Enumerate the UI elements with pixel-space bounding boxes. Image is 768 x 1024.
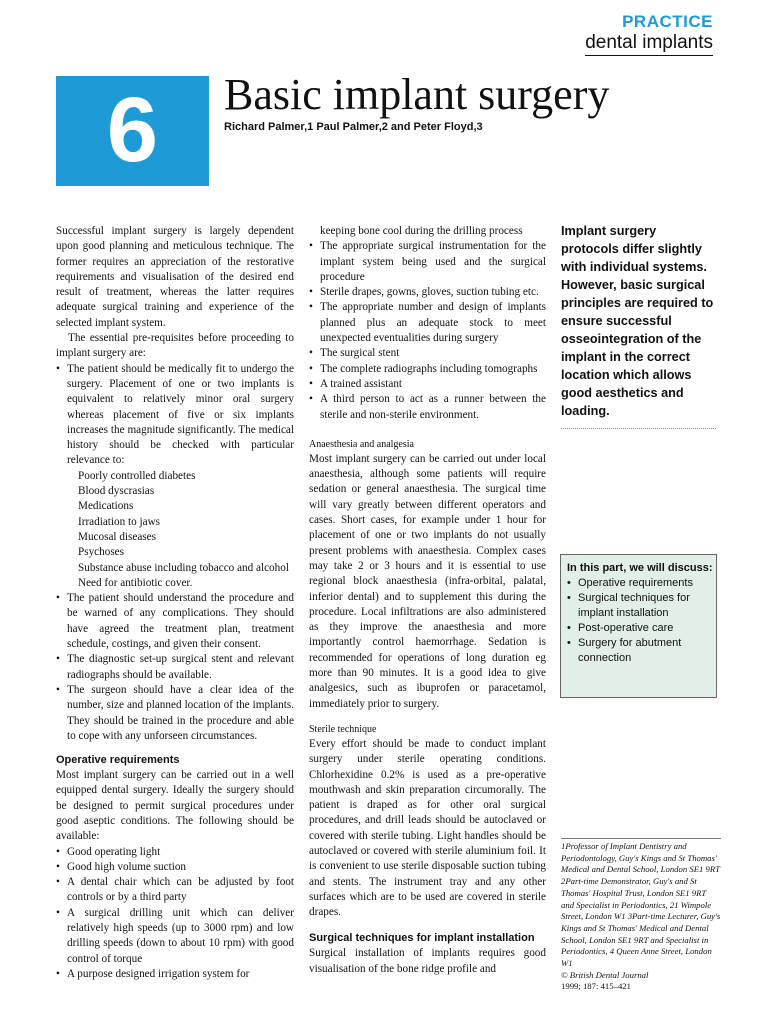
- list-item: • The appropriate surgical instrumentation for the implant system being used and the surgical procedure: [309, 239, 546, 285]
- list-item: • The patient should be medically fit to undergo the surgery. Placement of one or two implants is equivalent to relatively minor oral surgery whereas placement of five or six implants increases the magnitude significantly. The medical history should be checked with particular relevance to:: [56, 362, 294, 469]
- sterile-heading: Sterile technique: [309, 723, 377, 735]
- prerequisites-list: [56, 362, 294, 469]
- operative-list-continued: [309, 239, 546, 423]
- body-column-1: [56, 224, 294, 982]
- practice-label: PRACTICE: [622, 12, 713, 31]
- list-item: • Good high volume suction: [56, 860, 294, 875]
- list-item: • A third person to act as a runner between the sterile and non-sterile environment.: [309, 392, 546, 423]
- operative-paragraph: Most implant surgery can be carried out in a well equipped dental surgery. Ideally the surgery should be designed to permit surgical procedures under good aseptic conditions. The following should be available:: [56, 769, 294, 843]
- list-item: Need for antibiotic cover.: [78, 576, 193, 589]
- sterile-paragraph: Every effort should be made to conduct implant surgery under sterile operating conditions. Chlorhexidine 0.2% is used as a pre-operative mouthwash and skin preparation circumorally. The patient is draped as for other oral surgical procedures, and drill leads should be autoclaved or covered with sterile tubing. Light handles should be autoclaved or covered with sterile aluminium foil. It is convenient to use sterile disposable suction tubing and stents. The instrument tray and any other surfaces which are to be used are covered in sterile drapes.: [309, 737, 546, 919]
- surgical-heading: Surgical techniques for implant installation: [309, 932, 535, 945]
- list-item: • A purpose designed irrigation system for: [56, 967, 294, 982]
- list-item: • A surgical drilling unit which can deliver relatively high speeds (up to 3000 rpm) and low drilling speeds (down to about 10 rpm) with good control of torque: [56, 906, 294, 967]
- affiliations-text: 1Professor of Implant Dentistry and Periodontology, Guy's Kings and St Thomas' Medical and Dental School, London SE1 9RT 2Part-time Demonstrator, Guy's and St Thomas' Hospital Trust, London SE1 9RT and Specialist in Periodontics, 21 Wimpole Street, London W1 3Part-time Lecturer, Guy's Kings and St Thomas' Medical and Dental School, London SE1 9RT and Specialist in Periodontics, 4 Queen Anne Street, London W1: [561, 841, 721, 969]
- list-item: Blood dyscrasias: [78, 485, 155, 498]
- body-column-2: [309, 224, 546, 977]
- list-item: • The diagnostic set-up surgical stent and relevant radiographs should be available.: [56, 652, 294, 683]
- anaesthesia-paragraph: Most implant surgery can be carried out under local anaesthesia, although some patients will require sedation or general anaesthesia. The surgical time will vary greatly between different operators and cases. Short cases, for example under 1 hour for placement of one or two implants do not usually present problems with anaesthesia. Complex cases may take 2 or 3 hours and it is essential to use regional block anaesthesia (infra-orbital, palatal, inferior dental) and to supplement this during the procedure. Local infiltrations are also administered as they improve the anaesthesia and more importantly control haemorrhage. Sedation is recommended for operations of long duration eg more than 90 minutes. It is a good idea to give analgesics, such as ibuprofen or paracetamol, immediately prior to surgery.: [309, 452, 546, 710]
- list-item: • A trained assistant: [309, 377, 546, 392]
- list-item: • Sterile drapes, gowns, gloves, suction tubing etc.: [309, 285, 546, 300]
- list-item: • The surgical stent: [309, 346, 546, 361]
- list-item: Irradiation to jaws: [78, 515, 161, 528]
- prerequisites-intro: The essential pre-requisites before proceeding to implant surgery are:: [56, 332, 294, 360]
- list-item: • Surgery for abutment connection: [567, 636, 716, 666]
- chapter-number: 6: [106, 79, 159, 181]
- section-label: dental implants: [585, 32, 713, 56]
- prerequisites-list-continued: [56, 591, 294, 744]
- operative-heading: Operative requirements: [56, 754, 180, 767]
- list-item: • The appropriate number and design of implants planned plus an adequate stock to meet unexpected eventualities during surgery: [309, 300, 546, 346]
- list-item: • The complete radiographs including tomographs: [309, 362, 546, 377]
- surgical-paragraph: Surgical installation of implants requires good visualisation of the bone ridge profile and: [309, 947, 546, 975]
- list-item: • Operative requirements: [567, 576, 716, 591]
- page-header: [585, 12, 713, 56]
- discuss-list: [567, 576, 716, 666]
- list-item: • Surgical techniques for implant installation: [567, 591, 716, 621]
- list-item: Substance abuse including tobacco and alcohol: [78, 561, 289, 574]
- author-affiliations: [561, 838, 721, 993]
- continued-text: keeping bone cool during the drilling process: [320, 225, 523, 237]
- list-item: • The patient should understand the procedure and be warned of any complications. They should have agreed the treatment plan, treatment schedule, costings, and given their consent.: [56, 591, 294, 652]
- anaesthesia-heading: Anaesthesia and analgesia: [309, 438, 414, 450]
- list-item: • A dental chair which can be adjusted by foot controls or by a third party: [56, 875, 294, 906]
- list-item: Mucosal diseases: [78, 530, 156, 543]
- journal-reference: 1999; 187: 415–421: [561, 981, 631, 992]
- abstract-pullquote: Implant surgery protocols differ slightly with individual systems. However, basic surgical principles are required to ensure successful osseointegration of the implant in the correct location which allows good aesthetics and loading.: [561, 222, 716, 429]
- discuss-box: [560, 554, 717, 698]
- list-item: Psychoses: [78, 546, 124, 559]
- chapter-number-box: [56, 76, 209, 186]
- discuss-heading: In this part, we will discuss:: [567, 562, 713, 574]
- list-item: • Post-operative care: [567, 621, 716, 636]
- intro-paragraph: Successful implant surgery is largely dependent upon good planning and meticulous technique. The former requires an appreciation of the restorative requirements and visualisation of the desired end result of treatment, whereas the latter requires adequate surgical training and experience of the selected implant system.: [56, 225, 294, 329]
- list-item: Poorly controlled diabetes: [78, 469, 196, 482]
- list-item: • The surgeon should have a clear idea of the number, size and planned location of the implants. They should be trained in the procedure and able to cope with any unforseen circumstances.: [56, 683, 294, 744]
- article-title: Basic implant surgery: [224, 70, 610, 119]
- list-item: • Good operating light: [56, 845, 294, 860]
- copyright: © British Dental Journal: [561, 969, 649, 980]
- medical-history-list: [56, 469, 294, 591]
- operative-list: [56, 845, 294, 983]
- article-authors: Richard Palmer,1 Paul Palmer,2 and Peter Floyd,3: [224, 121, 483, 133]
- list-item: Medications: [78, 500, 134, 513]
